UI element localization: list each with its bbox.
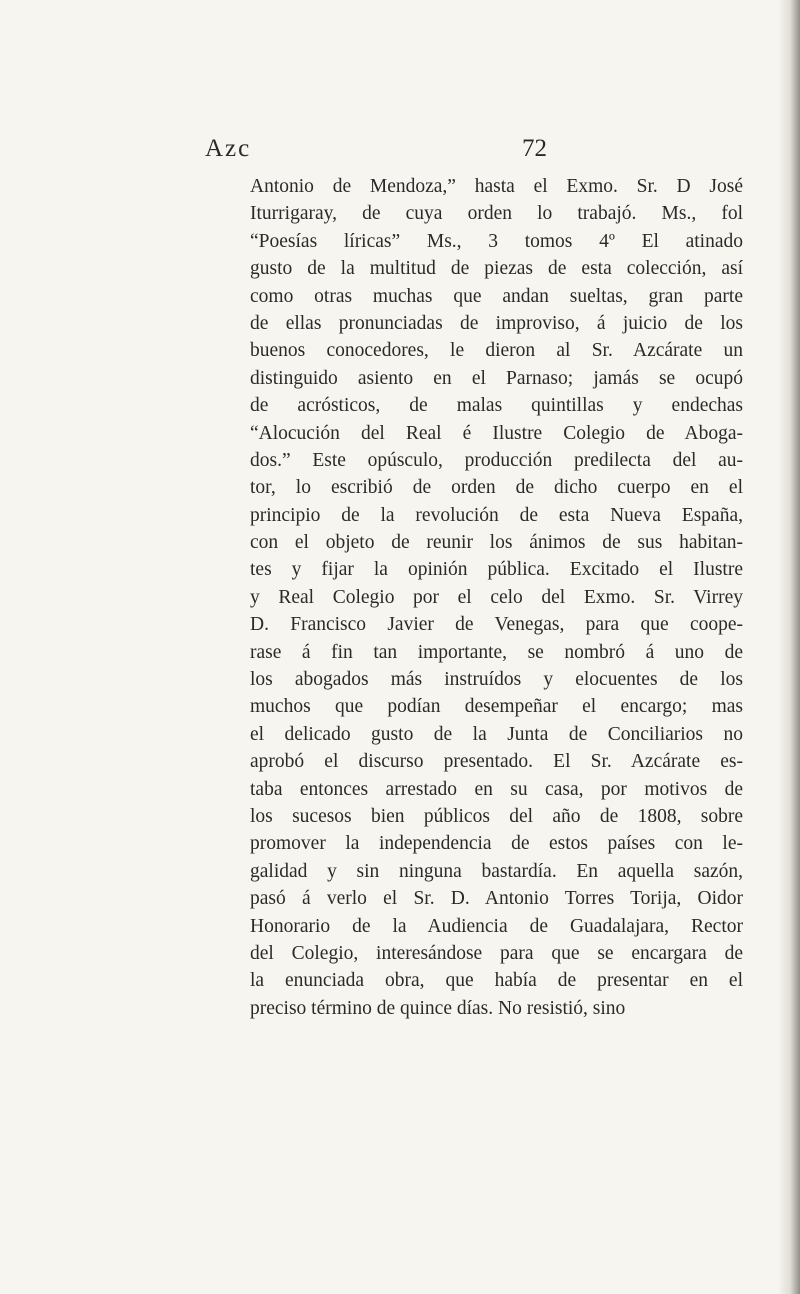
- text-line: rase á fin tan importante, se nombró á uno de: [250, 641, 743, 663]
- text-line: del Colegio, interesándose para que se encargara de: [250, 942, 743, 964]
- text-line: los abogados más instruídos y elocuentes de los: [250, 669, 743, 691]
- page-header: [205, 135, 605, 169]
- text-line: “Alocución del Real é Ilustre Colegio de Aboga-: [250, 422, 743, 444]
- text-line: con el objeto de reunir los ánimos de sus habitan-: [250, 532, 743, 554]
- text-line: preciso término de quince días. No resistió, sino: [250, 997, 626, 1019]
- text-line: aprobó el discurso presentado. El Sr. Azcárate es-: [250, 751, 743, 773]
- text-line: tor, lo escribió de orden de dicho cuerpo en el: [250, 477, 743, 499]
- page-number: 72: [522, 135, 547, 162]
- text-line: la enunciada obra, que había de presentar en el: [250, 970, 743, 992]
- text-line: D. Francisco Javier de Venegas, para que coope-: [250, 614, 743, 636]
- text-line: gusto de la multitud de piezas de esta colección, así: [250, 258, 743, 280]
- text-line: pasó á verlo el Sr. D. Antonio Torres Torija, Oidor: [250, 888, 743, 910]
- text-line: muchos que podían desempeñar el encargo; mas: [250, 696, 743, 718]
- text-line: “Poesías líricas” Ms., 3 tomos 4º El atinado: [250, 230, 743, 252]
- text-line: distinguido asiento en el Parnaso; jamás se ocupó: [250, 367, 743, 389]
- body-text: [250, 173, 743, 1022]
- text-line: principio de la revolución de esta Nueva España,: [250, 504, 743, 526]
- text-line: de ellas pronunciadas de improviso, á juicio de los: [250, 312, 743, 334]
- text-line: Honorario de la Audiencia de Guadalajara, Rector: [250, 915, 743, 937]
- text-line: el delicado gusto de la Junta de Conciliarios no: [250, 723, 743, 745]
- text-line: de acrósticos, de malas quintillas y endechas: [250, 395, 743, 417]
- text-line: dos.” Este opúsculo, producción predilecta del au-: [250, 449, 743, 471]
- text-line: tes y fijar la opinión pública. Excitado el Ilustre: [250, 559, 743, 581]
- text-line: Antonio de Mendoza,” hasta el Exmo. Sr. D José: [250, 176, 743, 197]
- text-line: galidad y sin ninguna bastardía. En aquella sazón,: [250, 860, 743, 882]
- running-head: Azc: [205, 135, 252, 162]
- text-line: promover la independencia de estos países con le-: [250, 833, 743, 855]
- page-edge-shadow: [778, 0, 800, 1294]
- text-line: buenos conocedores, le dieron al Sr. Azcárate un: [250, 340, 743, 362]
- text-line: Iturrigaray, de cuya orden lo trabajó. Ms., fol: [250, 203, 743, 225]
- text-line: y Real Colegio por el celo del Exmo. Sr. Virrey: [250, 586, 743, 608]
- text-line: como otras muchas que andan sueltas, gran parte: [250, 285, 743, 307]
- text-line: taba entonces arrestado en su casa, por motivos de: [250, 778, 743, 800]
- text-line: los sucesos bien públicos del año de 1808, sobre: [250, 805, 743, 827]
